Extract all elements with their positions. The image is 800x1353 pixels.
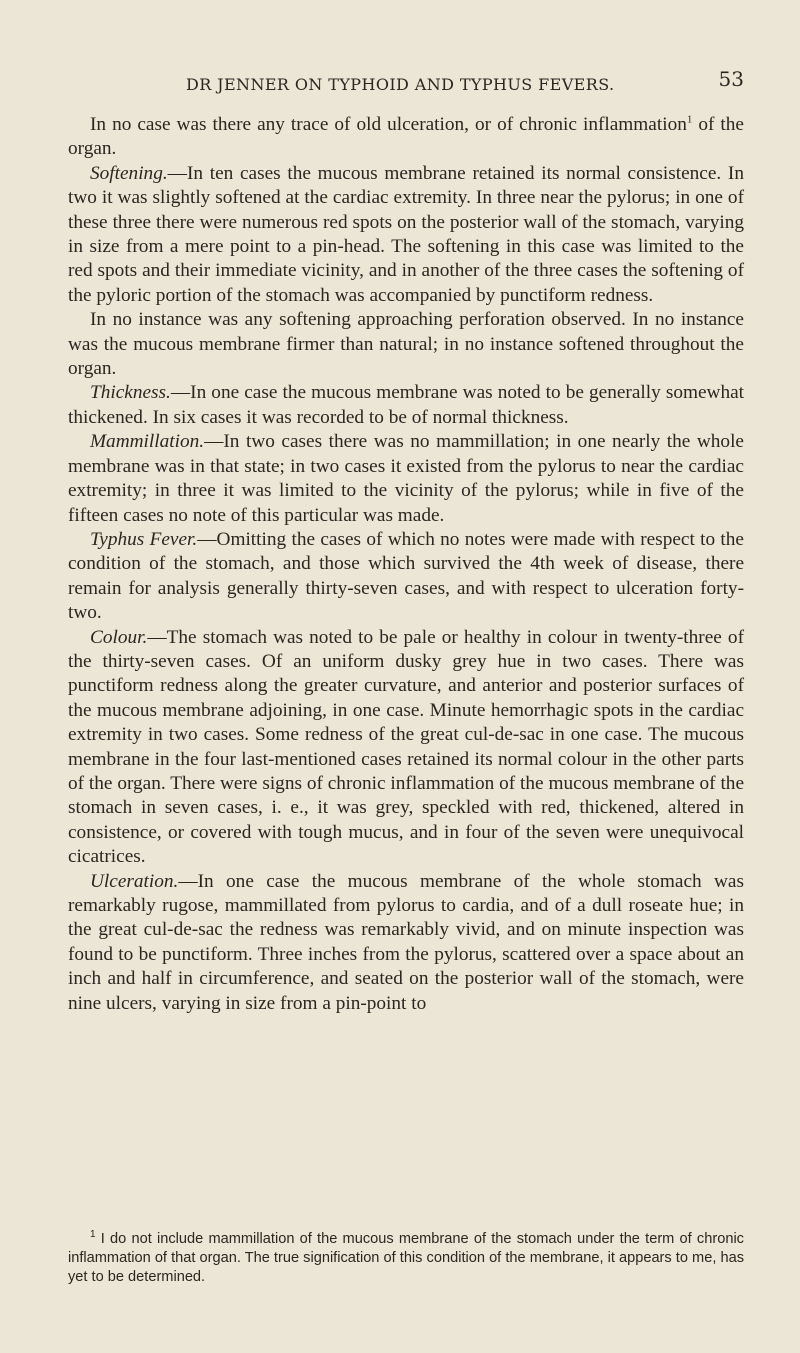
subheading-mammillation: Mammillation. (90, 431, 205, 453)
paragraph-text-continued: of the organ. (68, 114, 744, 160)
paragraph-softening (68, 162, 744, 308)
paragraph-colour (68, 626, 744, 870)
paragraph-ulceration (68, 870, 744, 1016)
paragraph-thickness (68, 381, 744, 430)
paragraph-perforation (68, 308, 744, 381)
body-text (68, 113, 744, 1016)
subheading-ulceration: Ulceration. (90, 870, 179, 892)
paragraph-typhus-fever (68, 528, 744, 626)
subheading-colour: Colour. (90, 626, 148, 648)
paragraph-text: In no case was there any trace of old ulceration, or of chronic inflammation (90, 114, 687, 135)
paragraph-text: —In one case the mucous membrane was noted to be generally somewhat thickened. In six cases it was recorded to be of normal thickness. (68, 382, 744, 428)
subheading-softening: Softening. (90, 162, 168, 184)
subheading-typhus-fever: Typhus Fever. (90, 528, 198, 550)
page-header (0, 67, 800, 97)
paragraph-text: —In two cases there was no mammillation; in one nearly the whole membrane was in that state; in two cases it existed from the pylorus to near the cardiac extremity; in three it was limited to the vicinity of the pylorus; while in five of the fifteen cases no note of this particular was made. (68, 431, 744, 526)
paragraph-text: —In one case the mucous membrane of the whole stomach was remarkably rugose, mammillated from pylorus to cardia, and of a dull roseate hue; in the great cul-de-sac the redness was remarkably vivid, and on minute inspection was found to be punctiform. Three inches from the pylorus, scattered over a space about an inch and half in circumference, and seated on the posterior wall of the stomach, were nine ulcers, varying in size from a pin-point to (68, 870, 744, 1014)
footnote (68, 1230, 744, 1287)
running-head: DR JENNER ON TYPHOID AND TYPHUS FEVERS. (186, 75, 615, 94)
footnote-reference: 1 (686, 113, 693, 126)
paragraph-text: —In ten cases the mucous membrane retained its normal consistence. In two it was slightly softened at the cardiac extremity. In three near the pylorus; in one of these three there were numerous red spots on the posterior wall of the stomach, varying in size from a mere point to a pin-head. The softening in this case was limited to the red spots and their immediate vicinity, and in another of the three cases the softening of the pyloric portion of the stomach was accompanied by punctiform redness. (68, 162, 744, 306)
paragraph-text: —Omitting the cases of which no notes were made with respect to the condition of the stomach, and those which survived the 4th week of disease, there remain for analysis generally thirty-seven cases, and with respect to ulceration forty-two. (68, 528, 744, 624)
paragraph-text: In no instance was any softening approaching perforation observed. In no instance was the mucous membrane firmer than natural; in no instance softened throughout the organ. (68, 309, 744, 380)
page-number: 53 (718, 67, 744, 91)
footnote-text: I do not include mammillation of the mucous membrane of the stomach under the term of chronic inflammation of that organ. The true signification of this condition of the membrane, it appears to me, has yet to be determined. (68, 1231, 744, 1285)
subheading-thickness: Thickness. (90, 382, 171, 404)
paragraph-ulceration-trace (68, 113, 744, 162)
footnote-marker: 1 (90, 1229, 96, 1241)
paragraph-mammillation (68, 430, 744, 528)
paragraph-text: —The stomach was noted to be pale or healthy in colour in twenty-three of the thirty-seven cases. Of an uniform dusky grey hue in two cases. There was punctiform redness along the greater curvature, and anterior and posterior surfaces of the mucous membrane adjoining, in one case. Minute hemorrhagic spots in the cardiac extremity in two cases. Some redness of the great cul-de-sac in one case. The mucous membrane in the four last-mentioned cases retained its normal colour in the other parts of the organ. There were signs of chronic inflammation of the mucous membrane of the stomach in seven cases, i. e., it was grey, speckled with red, thickened, altered in consistence, or covered with tough mucus, and in four of the seven were unequivocal cicatrices. (68, 626, 744, 868)
